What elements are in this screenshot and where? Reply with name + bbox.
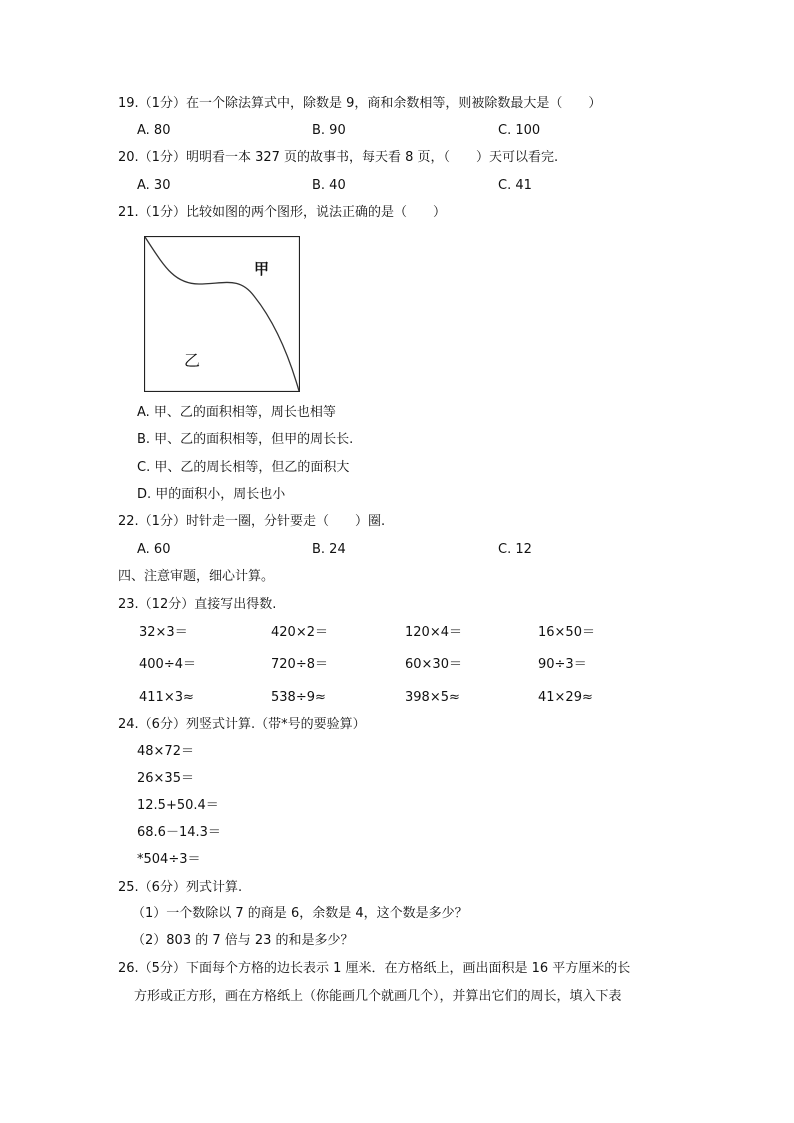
- q26-stem-continued: 方形或正方形，画在方格纸上（你能画几个就画几个），并算出它们的周长，填入下表: [134, 989, 622, 1004]
- q20-option-b: B. 40: [312, 178, 346, 193]
- q23-stem: 23.（12分）直接写出得数.: [118, 597, 277, 612]
- q20-option-c: C. 41: [498, 178, 532, 193]
- q20-option-a: A. 30: [137, 178, 171, 193]
- q22-stem: 22.（1分）时针走一圈，分针要走（ ）圈.: [118, 514, 386, 529]
- q19-option-c: C. 100: [498, 123, 541, 138]
- q21-option-c: C. 甲、乙的周长相等，但乙的面积大: [137, 460, 350, 475]
- q24-stem: 24.（6分）列竖式计算.（带*号的要验算）: [118, 717, 366, 732]
- calc-item: 60×30＝: [405, 657, 462, 672]
- q21-option-a: A. 甲、乙的面积相等，周长也相等: [137, 405, 336, 420]
- q25-stem: 25.（6分）列式计算.: [118, 880, 243, 895]
- q22-option-c: C. 12: [498, 542, 532, 557]
- q21-option-d: D. 甲的面积小，周长也小: [137, 487, 286, 502]
- calc-item: 32×3＝: [139, 625, 188, 640]
- calc-item: 41×29≈: [538, 690, 593, 705]
- label-jia: 甲: [254, 260, 270, 278]
- calc-item: 720÷8＝: [271, 657, 328, 672]
- q24-item: 48×72＝: [137, 744, 194, 759]
- q24-item: 26×35＝: [137, 771, 194, 786]
- label-yi: 乙: [184, 351, 201, 370]
- q24-item: *504÷3＝: [137, 852, 201, 867]
- calc-item: 90÷3＝: [538, 657, 587, 672]
- q21-figure: [144, 236, 300, 392]
- q26-stem: 26.（5分）下面每个方格的边长表示 1 厘米．在方格纸上，画出面积是 16 平方厘米的长: [118, 961, 631, 976]
- q24-item: 12.5+50.4＝: [137, 798, 219, 813]
- q21-stem: 21.（1分）比较如图的两个图形，说法正确的是（ ）: [118, 205, 446, 220]
- q24-item: 68.6－14.3＝: [137, 825, 221, 840]
- q20-stem: 20.（1分）明明看一本 327 页的故事书，每天看 8 页，（ ）天可以看完.: [118, 150, 559, 165]
- calc-item: 398×5≈: [405, 690, 460, 705]
- square-with-curve-diagram: [144, 236, 300, 392]
- q19-option-a: A. 80: [137, 123, 171, 138]
- q25-item: （2）803 的 7 倍与 23 的和是多少？: [132, 933, 354, 948]
- q22-option-b: B. 24: [312, 542, 346, 557]
- q19-option-b: B. 90: [312, 123, 346, 138]
- section-heading: 四、注意审题，细心计算。: [118, 569, 275, 584]
- calc-item: 420×2＝: [271, 625, 328, 640]
- calc-item: 16×50＝: [538, 625, 595, 640]
- calc-item: 120×4＝: [405, 625, 462, 640]
- q22-option-a: A. 60: [137, 542, 171, 557]
- calc-item: 400÷4＝: [139, 657, 196, 672]
- calc-item: 411×3≈: [139, 690, 194, 705]
- q19-stem: 19.（1分）在一个除法算式中，除数是 9，商和余数相等，则被除数最大是（ ）: [118, 96, 602, 111]
- q25-item: （1）一个数除以 7 的商是 6，余数是 4，这个数是多少？: [132, 906, 468, 921]
- q21-option-b: B. 甲、乙的面积相等，但甲的周长长.: [137, 432, 354, 447]
- calc-item: 538÷9≈: [271, 690, 326, 705]
